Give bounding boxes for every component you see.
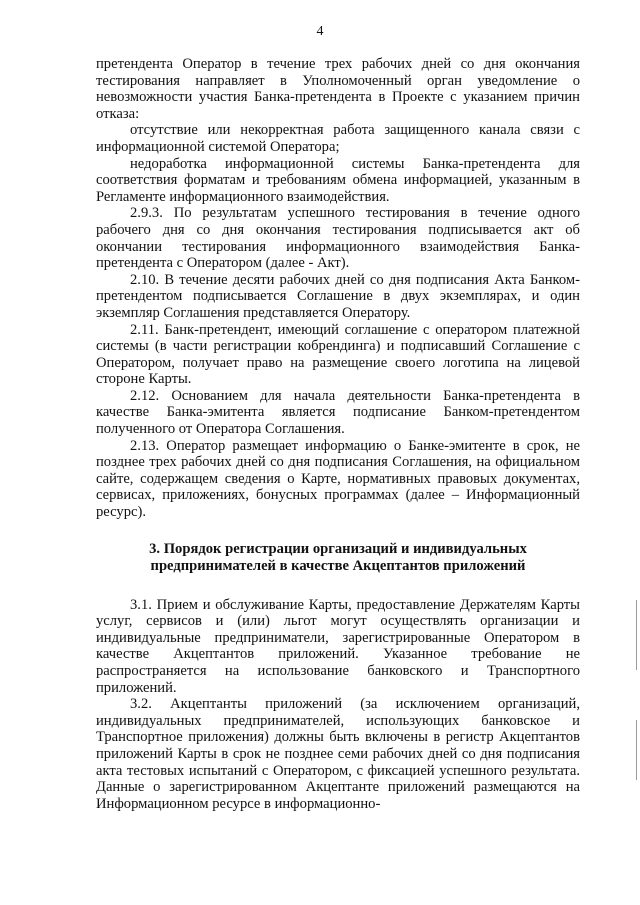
paragraph-2-11: 2.11. Банк-претендент, имеющий соглашение с оператором платежной системы (в части регистрации кобрендинга) и подписавший Соглашение с Оператором, получает право на размещение своего логотипа на лицевой стороне Карты. [96, 321, 580, 388]
page-body [96, 56, 580, 812]
paragraph-reason-channel: отсутствие или некорректная работа защищенного канала связи с информационной системой Оператора; [96, 122, 580, 155]
paragraph-2-13: 2.13. Оператор размещает информацию о Банке-эмитенте в срок, не позднее трех рабочих дней со дня подписания Соглашения, на официальном сайте, содержащем сведения о Карте, нормативных правовых документах, сервисах, приложениях, бонусных программах (далее – Информационный ресурс). [96, 437, 580, 521]
section-3-heading [96, 541, 580, 575]
paragraph-2-12: 2.12. Основанием для начала деятельности Банка-претендента в качестве Банка-эмитента является подписание Банком-претендентом полученного от Оператора Соглашения. [96, 387, 580, 438]
paragraph-3-1: 3.1. Прием и обслуживание Карты, предоставление Держателям Карты услуг, сервисов и (или) льгот могут осуществлять организации и индивидуальные предприниматели, зарегистрированные Оператором в качестве Акцептантов приложений. Указанное требование не распространяется на использование банковского и Транспортного приложений. [96, 596, 580, 696]
paragraph-reason-system: недоработка информационной системы Банка-претендента для соответствия форматам и требованиям обмена информацией, указанным в Регламенте информационного взаимодействия. [96, 155, 580, 205]
paragraph-2-9-3: 2.9.3. По результатам успешного тестирования в течение одного рабочего дня со дня окончания тестирования подписывается акт об окончании тестирования информационного взаимодействия Банка-претендента с Оператором (далее - Акт). [96, 205, 580, 272]
paragraph-2-10: 2.10. В течение десяти рабочих дней со дня подписания Акта Банком-претендентом подписывается Соглашение в двух экземплярах, и один экземпляр Соглашения представляется Оператору. [96, 271, 580, 321]
section-3-heading-line-2: предпринимателей в качестве Акцептантов приложений [150, 557, 526, 574]
page-number: 4 [316, 24, 324, 39]
paragraph-3-2: 3.2. Акцептанты приложений (за исключением организаций, индивидуальных предпринимателей, использующих банковское и Транспортное приложения) должны быть включены в регистр Акцептантов приложений Карты в срок не позднее семи рабочих дней со дня подписания акта тестовых испытаний с Оператором, с фиксацией успешного результата. Данные о зарегистрированном Акцептанте приложений размещаются на Информационном ресурсе в информационно- [96, 696, 580, 812]
scan-edge-mark [636, 720, 637, 780]
section-3-heading-line-1: 3. Порядок регистрации организаций и индивидуальных [149, 540, 527, 557]
paragraph-notification-continuation: претендента Оператор в течение трех рабочих дней со дня окончания тестирования направляет в Уполномоченный орган уведомление о невозможности участия Банка-претендента в Проекте с указанием причин отказа: [96, 56, 580, 122]
scan-edge-mark [636, 600, 637, 670]
